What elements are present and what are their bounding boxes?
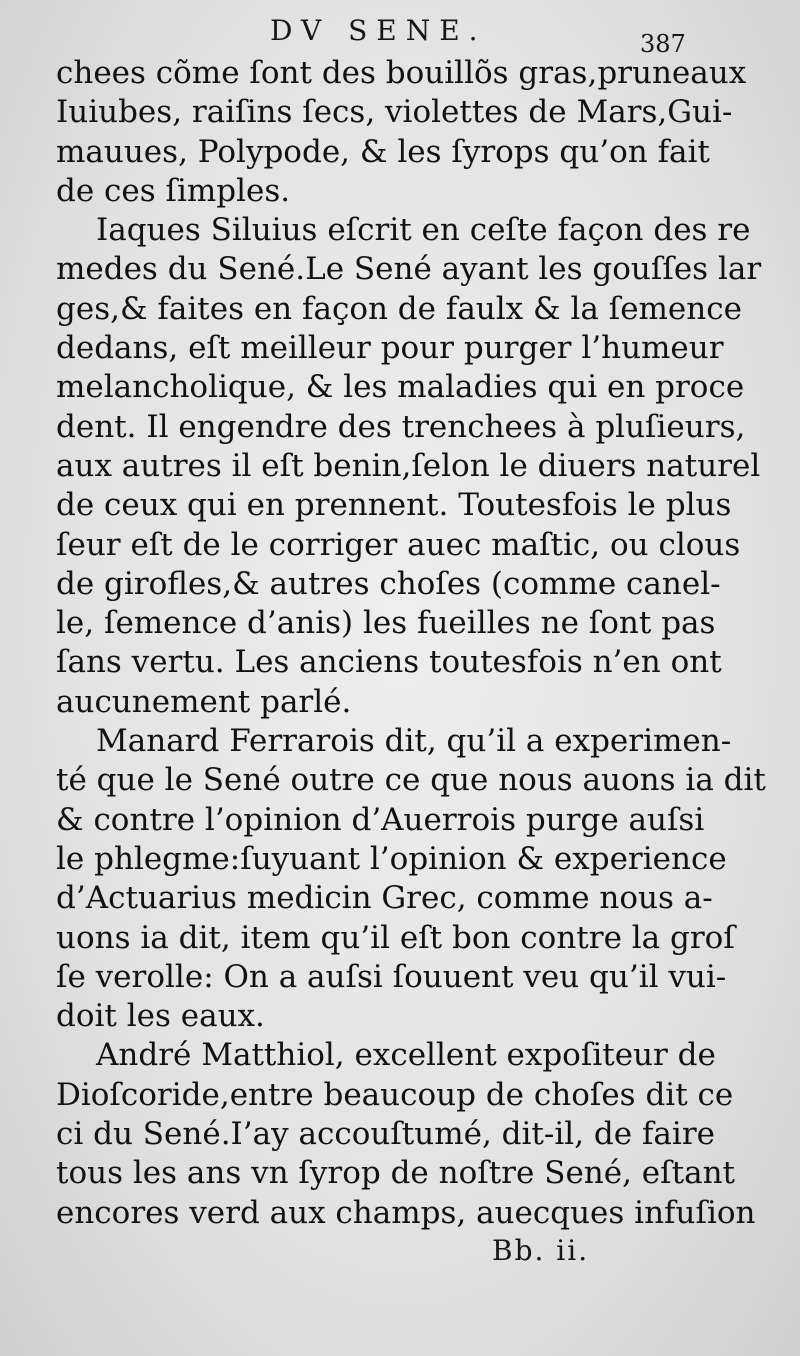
text-line: ſeur eſt de le corriger auec maſtic, ou clous [56,526,741,563]
text-line: le, ſemence d’anis) les fueilles ne ſont pas [56,605,716,642]
text-line: melancholique, & les maladies qui en proce [56,369,745,406]
text-line: ſans vertu. Les anciens toutesfois n’en ont [56,644,722,681]
text-line: Iuiubes, raiſins ſecs, violettes de Mars,Gui- [56,94,733,131]
text-line: de ceux qui en prennent. Toutesfois le plus [56,487,732,524]
text-line: d’Actuarius medicin Grec, comme nous a- [56,880,713,917]
text-line: de girofles,& autres choſes (comme canel- [56,565,721,602]
text-line: de ces ſimples. [56,172,291,209]
text-line: encores verd aux champs, auecques infuſion [56,1194,756,1231]
text-line: chees cõme ſont des bouillõs gras,pruneaux [56,55,747,91]
running-head: DV SENE. [270,14,487,47]
text-line: & contre l’opinion d’Auerrois purge auſsi [56,801,705,838]
paragraph-start-line: André Matthiol, excellent expoſiteur de [96,1037,716,1074]
text-line: aux autres il eſt benin,ſelon le diuers naturel [56,447,761,484]
text-line: ci du Sené.I’ay accouſtumé, dit-il, de faire [56,1116,715,1153]
text-line: medes du Sené.Le Sené ayant les gouſſes lar [56,251,762,288]
paragraph-start-line: Manard Ferrarois dit, qu’il a experimen- [96,723,732,760]
page-number: 387 [640,30,686,58]
text-line: té que le Sené outre ce que nous auons ia dit [56,762,766,799]
text-line: ges,& faites en façon de faulx & la ſemence [56,290,742,327]
text-line: aucunement parlé. [56,683,352,720]
text-line: uons ia dit, item qu’il eſt bon contre la groſ [56,919,735,956]
signature-mark: Bb. ii. [492,1234,590,1267]
text-line: mauues, Polypode, & les ſyrops qu’on fait [56,133,710,170]
text-line: tous les ans vn ſyrop de noſtre Sené, eſtant [56,1155,735,1192]
body-text [56,54,766,1233]
text-line: dedans, eſt meilleur pour purger l’humeur [56,330,724,367]
text-line: doit les eaux. [56,998,265,1035]
text-line: dent. Il engendre des trenchees à pluſieurs, [56,408,746,445]
text-line: le phlegme:ſuyuant l’opinion & experience [56,840,727,877]
text-line: ſe verolle: On a auſsi ſouuent veu qu’il vui- [56,958,727,995]
paragraph-start-line: Iaques Siluius eſcrit en ceſte façon des re [96,212,751,249]
text-line: Dioſcoride,entre beaucoup de choſes dit ce [56,1076,734,1113]
